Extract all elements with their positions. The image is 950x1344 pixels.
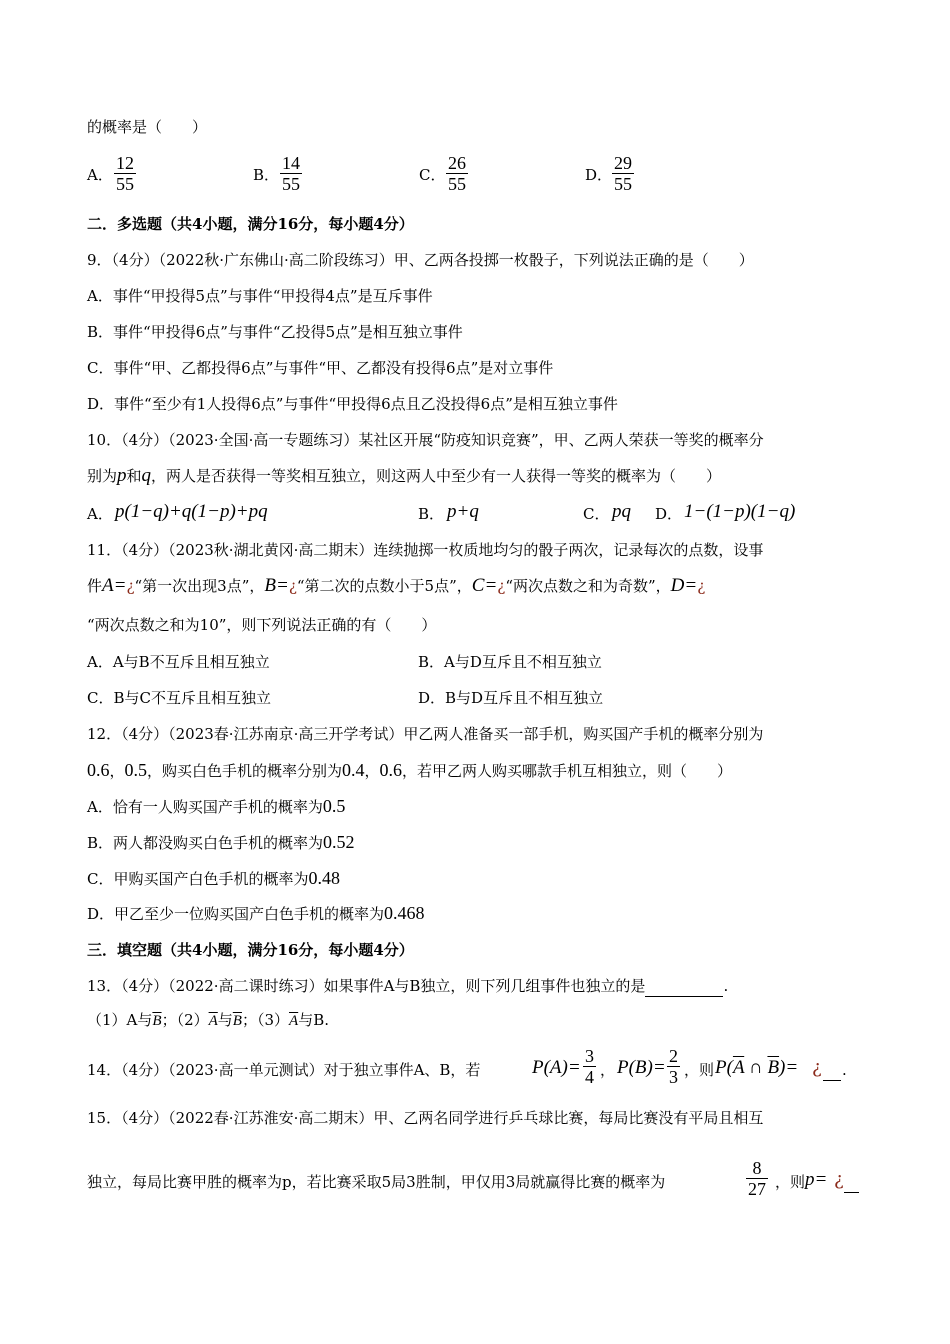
- q8-option-b-fraction: $\frac{14}{55}$: [282, 153, 300, 194]
- q14: 14．（4分）（2023·高一单元测试）对于独立事件A、B，若 P(A)= $\frac{3}{4}$ ， P(B)= $\frac{2}{3}$ ，则 $P(\overline{A}$ ∩ $\overline{B})=$ ¿ .: [87, 1046, 847, 1087]
- q12-option-a: A．恰有一人购买国产手机的概率为0.5: [87, 796, 346, 816]
- q14-fraction-a: $\frac{3}{4}$: [585, 1046, 594, 1087]
- q15-stem-line2: 独立，每局比赛甲胜的概率为p，若比赛采取5局3胜制，甲仅用3局就赢得比赛的概率为 $\frac{8}{27}$ ，则 p= ¿: [87, 1158, 860, 1204]
- q12-option-d: D．甲乙至少一位购买国产白色手机的概率为0.468: [87, 903, 425, 923]
- q11-stem-line3: “两次点数之和为10”，则下列说法正确的有（ ）: [87, 616, 437, 634]
- q9-option-b: B．事件“甲投得6点”与事件“乙投得5点”是相互独立事件: [87, 323, 463, 341]
- q8-option-d-fraction: $\frac{29}{55}$: [614, 153, 632, 194]
- q12-stem-line1: 12．（4分）（2023春·江苏南京·高三开学考试）甲乙两人准备买一部手机，购买国产手机的概率分别为: [87, 725, 764, 743]
- section2-title: 二．多选题（共4小题，满分16分，每小题4分）: [87, 215, 414, 233]
- q10-stem-line2: 别为p和q，两人是否获得一等奖相互独立，则这两人中至少有一人获得一等奖的概率为（ ）: [87, 465, 722, 486]
- q12-option-c: C．甲购买国产白色手机的概率为0.48: [87, 868, 340, 888]
- q8-option-d-label: D．: [585, 166, 613, 184]
- q11-stem-line2: 件A=¿“第一次出现3点”，B=¿“第二次的点数小于5点”，C=¿“两次点数之和为奇数”，D=¿: [87, 575, 706, 596]
- q11-option-d: D．B与D互斥且不相互独立: [418, 689, 604, 707]
- q11-stem-line1: 11．（4分）（2023秋·湖北黄冈·高二期末）连续抛掷一枚质地均匀的骰子两次，记录每次的点数，设事: [87, 541, 764, 559]
- q10-option-a-expr: p(1−q)+q(1−p)+pq: [115, 501, 268, 522]
- q13-parts: （1）A与$\overline{B}$；$(2)\overline{A}$与$\overline{B}$；$(3)\overline{A}$与B.: [87, 1011, 329, 1029]
- q11-option-b: B．A与D互斥且不相互独立: [418, 653, 602, 671]
- q10-option-c-expr: pq: [612, 501, 631, 522]
- q12-option-b: B．两人都没购买白色手机的概率为0.52: [87, 832, 355, 852]
- q8-option-c-label: C．: [419, 166, 446, 184]
- q8-tail: 的概率是（ ）: [87, 118, 208, 136]
- q8-option-a-fraction: $\frac{12}{55}$: [116, 153, 134, 194]
- q14-fraction-b: $\frac{2}{3}$: [669, 1046, 678, 1087]
- q12-stem-line2: 0.6，0.5，购买白色手机的概率分别为0.4，0.6，若甲乙两人购买哪款手机互相独立，则（ ）: [87, 760, 733, 780]
- q8-option-a-label: A．: [87, 166, 113, 184]
- q10-options: A． p(1−q)+q(1−p)+pq B． p+q C． pq D． 1−(1−p)(1−q): [87, 501, 796, 523]
- q11-option-a: A．A与B不互斥且相互独立: [87, 653, 270, 671]
- q8-option-b-label: B．: [253, 166, 280, 184]
- q9-option-a: A．事件“甲投得5点”与事件“甲投得4点”是互斥事件: [87, 287, 433, 305]
- q8-options: [87, 153, 860, 201]
- q8-option-c-fraction: $\frac{26}{55}$: [448, 153, 466, 194]
- section3-title: 三．填空题（共4小题，满分16分，每小题4分）: [87, 941, 414, 959]
- q10-option-d-expr: 1−(1−p)(1−q): [684, 501, 796, 522]
- q15-stem-line1: 15．（4分）（2022春·江苏淮安·高二期末）甲、乙两名同学进行乒乓球比赛，每局比赛没有平局且相互: [87, 1109, 764, 1127]
- q13-stem: 13．（4分）（2022·高二课时练习）如果事件A与B独立，则下列几组事件也独立的是 .: [87, 977, 729, 995]
- q9-option-d: D．事件“至少有1人投得6点”与事件“甲投得6点且乙没投得6点”是相互独立事件: [87, 395, 618, 413]
- q15-fraction: $\frac{8}{27}$: [748, 1158, 766, 1199]
- q9-option-c: C．事件“甲、乙都投得6点”与事件“甲、乙都没有投得6点”是对立事件: [87, 359, 554, 377]
- q10-stem-line1: 10．（4分）（2023·全国·高一专题练习）某社区开展“防疫知识竞赛”，甲、乙两人荣获一等奖的概率分: [87, 431, 764, 449]
- q9-stem: 9．（4分）（2022秋·广东佛山·高二阶段练习）甲、乙两各投掷一枚骰子，下列说法正确的是（ ）: [87, 251, 754, 269]
- q10-option-b-expr: p+q: [447, 501, 479, 522]
- q11-option-c: C．B与C不互斥且相互独立: [87, 689, 271, 707]
